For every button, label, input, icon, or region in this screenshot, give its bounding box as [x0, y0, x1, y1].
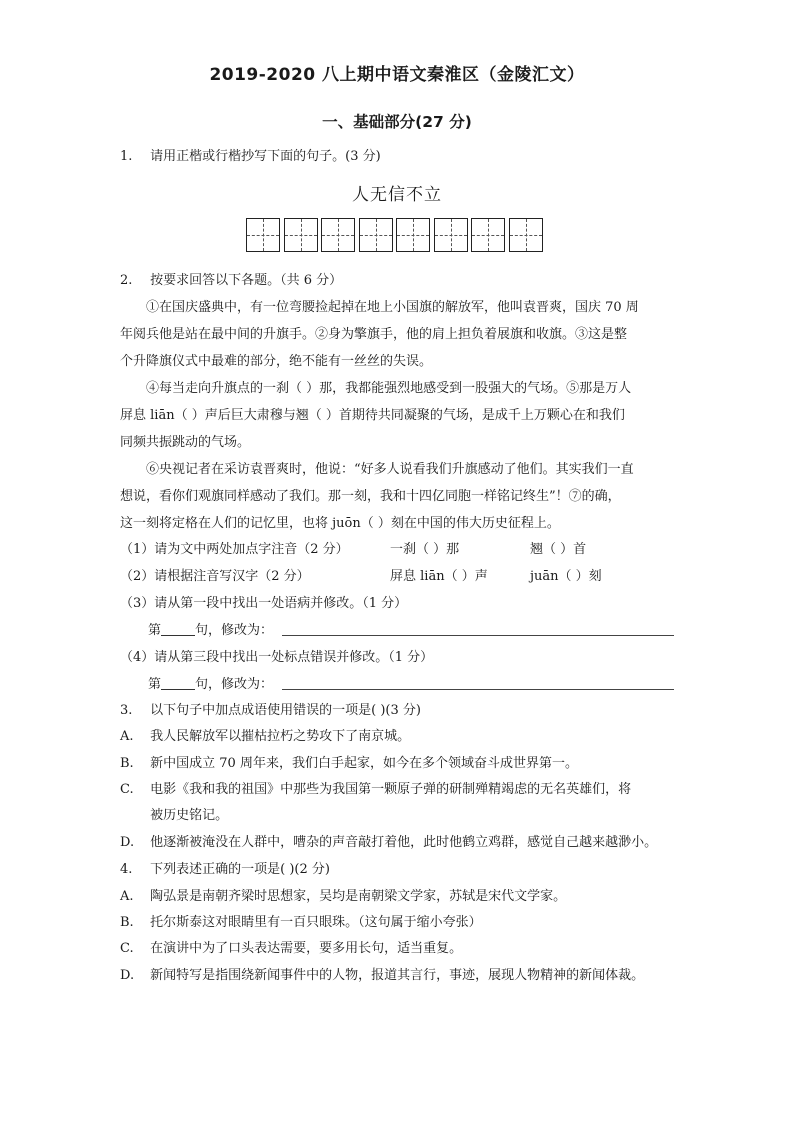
- option-label: B.: [120, 915, 134, 930]
- option-text: 被历史铭记。: [150, 808, 229, 823]
- option-label: D.: [120, 835, 135, 850]
- grid-cell[interactable]: [321, 218, 355, 252]
- fill-suffix: 句，修改为：: [195, 623, 274, 638]
- question-prompt: 以下句子中加点成语使用错误的一项是( )(3 分): [150, 703, 421, 718]
- fill-prefix: 第: [148, 623, 162, 638]
- option[interactable]: [120, 727, 410, 747]
- question-4: [120, 860, 330, 880]
- question-3: [120, 701, 421, 721]
- grid-cell[interactable]: [284, 218, 318, 252]
- passage-line: 这一刻将定格在人们的记忆里，也将 juōn（ ）刻在中国的伟大历史征程上。: [120, 516, 560, 531]
- option[interactable]: [120, 887, 566, 907]
- grid-cell[interactable]: [359, 218, 393, 252]
- passage-line: ④每当走向升旗点的一刹（ ）那，我都能强烈地感受到一股强大的气场。⑤那是万人: [146, 381, 632, 396]
- option[interactable]: [120, 833, 657, 853]
- sentence-number-blank[interactable]: [161, 621, 195, 636]
- sub-question-2: （2）请根据注音写汉字（2 分）: [120, 569, 310, 584]
- exam-title: 2019-2020 八上期中语文秦淮区（金陵汇文）: [209, 65, 585, 85]
- answer-underline[interactable]: [282, 688, 674, 690]
- option-text: 托尔斯泰这对眼睛里有一百只眼珠。（这句属于缩小夸张）: [150, 915, 482, 930]
- option[interactable]: [120, 966, 644, 986]
- question-prompt: 下列表述正确的一项是( )(2 分): [150, 862, 330, 877]
- option[interactable]: [120, 754, 578, 774]
- question-prompt: 请用正楷或行楷抄写下面的句子。(3 分): [150, 149, 381, 164]
- option-text: 他逐渐被淹没在人群中，嘈杂的声音敲打着他，此时他鹤立鸡群，感觉自己越来越渺小。: [150, 835, 658, 850]
- question-number: 1.: [120, 149, 133, 164]
- sub-question-3: （3）请从第一段中找出一处语病并修改。（1 分）: [120, 596, 408, 611]
- section-heading: 一、基础部分(27 分): [322, 113, 472, 131]
- question-1: [120, 147, 381, 167]
- option[interactable]: [120, 780, 631, 800]
- sub1-item-b[interactable]: 翘（ ）首: [530, 542, 587, 557]
- question-2: [120, 271, 342, 291]
- option-text: 电影《我和我的祖国》中那些为我国第一颗原子弹的研制殚精竭虑的无名英雄们，将: [150, 782, 632, 797]
- passage-line: ⑥央视记者在采访袁晋爽时，他说：“好多人说看我们升旗感动了他们。其实我们一直: [146, 462, 634, 477]
- option-label: B.: [120, 756, 134, 771]
- passage-line: ①在国庆盛典中，有一位弯腰捡起掉在地上小国旗的解放军，他叫袁晋爽，国庆 70 周: [146, 300, 639, 315]
- option-text: 新闻特写是指围绕新闻事件中的人物，报道其言行，事迹，展现人物精神的新闻体裁。: [150, 968, 645, 983]
- answer-line-4: [148, 675, 273, 695]
- sub2-item-b[interactable]: juān（ ）刻: [530, 569, 602, 584]
- option-label: C.: [120, 782, 134, 797]
- fill-prefix: 第: [148, 677, 162, 692]
- option-text: 陶弘景是南朝齐梁时思想家，吴均是南朝梁文学家，苏轼是宋代文学家。: [150, 889, 567, 904]
- question-prompt: 按要求回答以下各题。（共 6 分）: [150, 273, 343, 288]
- passage-line: 想说，看你们观旗同样感动了我们。那一刻，我和十四亿同胞一样铭记终生”！⑦的确，: [120, 489, 621, 504]
- writing-grid: [246, 218, 546, 254]
- grid-cell[interactable]: [246, 218, 280, 252]
- option-label: A.: [120, 729, 134, 744]
- option-text: 新中国成立 70 周年来，我们白手起家，如今在多个领域奋斗成世界第一。: [150, 756, 578, 771]
- answer-underline[interactable]: [282, 634, 674, 636]
- sub-question-1: （1）请为文中两处加点字注音（2 分）: [120, 542, 349, 557]
- sub1-item-a[interactable]: 一刹（ ）那: [390, 542, 460, 557]
- option[interactable]: [120, 939, 462, 959]
- passage-line: 个升降旗仪式中最难的部分，绝不能有一丝丝的失误。: [120, 354, 433, 369]
- option-text: 在演讲中为了口头表达需要，要多用长句，适当重复。: [150, 941, 463, 956]
- answer-line-3: [148, 621, 273, 641]
- passage-line: 年阅兵他是站在最中间的升旗手。②身为擎旗手，他的肩上担负着展旗和收旗。③这是整: [120, 327, 628, 342]
- grid-cell[interactable]: [396, 218, 430, 252]
- option-text: 我人民解放军以摧枯拉朽之势攻下了南京城。: [150, 729, 411, 744]
- sentence-number-blank[interactable]: [161, 675, 195, 690]
- question-number: 4.: [120, 862, 133, 877]
- question-number: 2.: [120, 273, 133, 288]
- passage-line: 同频共振跳动的气场。: [120, 435, 251, 450]
- sub2-item-a[interactable]: 屏息 liān（ ）声: [390, 569, 488, 584]
- fill-suffix: 句，修改为：: [195, 677, 274, 692]
- option-label: A.: [120, 889, 134, 904]
- option-label: C.: [120, 941, 134, 956]
- grid-cell[interactable]: [434, 218, 468, 252]
- option-continuation: [120, 806, 228, 826]
- option-label: D.: [120, 968, 135, 983]
- copy-sentence: 人无信不立: [352, 185, 442, 205]
- option[interactable]: [120, 913, 482, 933]
- passage-line: 屏息 liān（ ）声后巨大肃穆与翘（ ）首期待共同凝聚的气场，是成千上万颗心在和我们: [120, 408, 625, 423]
- question-number: 3.: [120, 703, 133, 718]
- grid-cell[interactable]: [471, 218, 505, 252]
- grid-cell[interactable]: [509, 218, 543, 252]
- sub-question-4: （4）请从第三段中找出一处标点错误并修改。（1 分）: [120, 650, 434, 665]
